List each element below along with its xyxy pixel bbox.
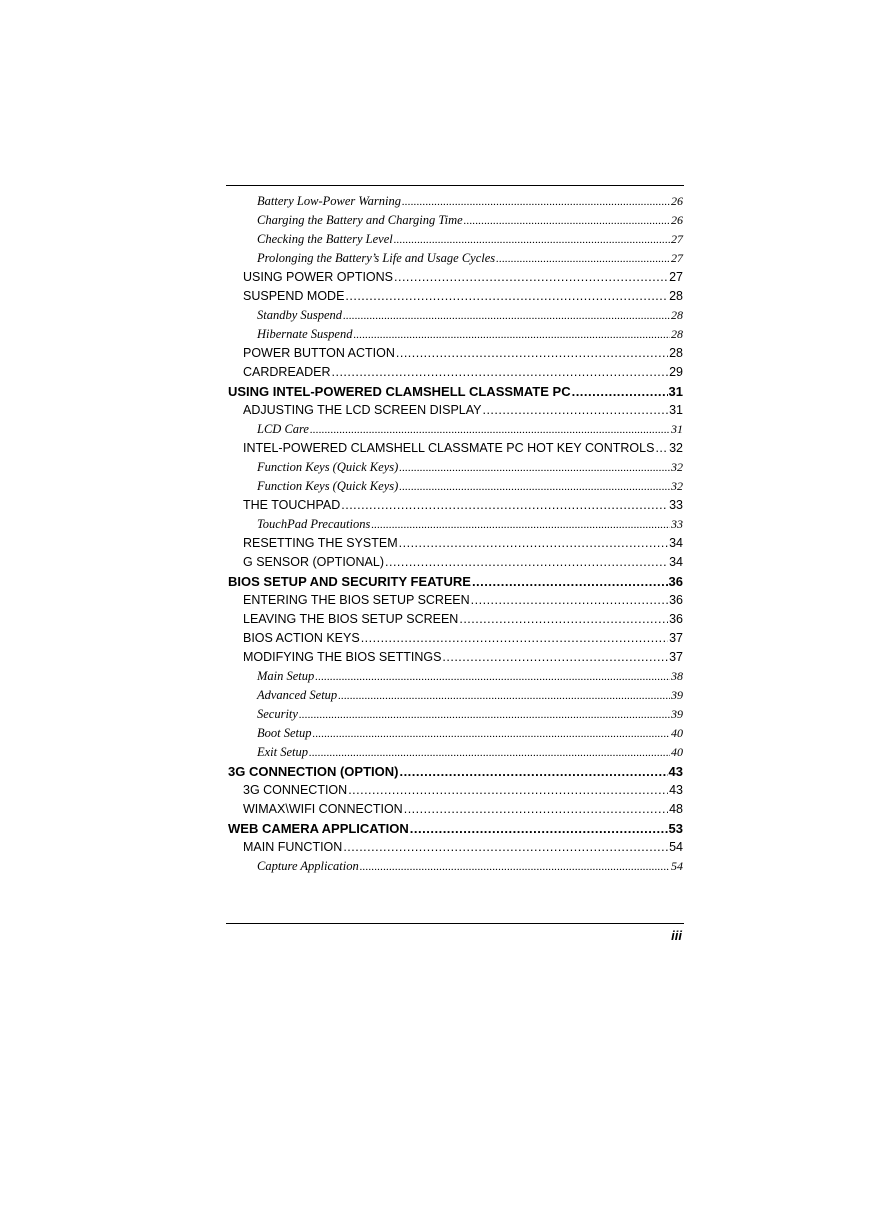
toc-entry-page: 39 bbox=[671, 707, 683, 721]
toc-entry[interactable] bbox=[228, 650, 683, 669]
toc-entry-title: MODIFYING THE BIOS SETTINGS bbox=[243, 650, 442, 664]
toc-leader-dots bbox=[371, 519, 670, 531]
toc-entry[interactable] bbox=[228, 403, 683, 422]
toc-entry-title: Checking the Battery Level bbox=[257, 232, 393, 246]
toc-entry-page: 36 bbox=[668, 574, 683, 589]
toc-leader-dots bbox=[396, 346, 668, 360]
toc-entry[interactable] bbox=[228, 289, 683, 308]
toc-entry-page: 32 bbox=[671, 479, 683, 493]
toc-entry-page: 43 bbox=[669, 783, 683, 797]
toc-entry-page: 31 bbox=[669, 403, 683, 417]
toc-entry-title: 3G CONNECTION bbox=[243, 783, 348, 797]
toc-entry-page: 28 bbox=[669, 346, 683, 360]
toc-entry[interactable] bbox=[228, 802, 683, 821]
toc-leader-dots bbox=[313, 728, 670, 740]
toc-entry[interactable] bbox=[228, 270, 683, 289]
toc-leader-dots bbox=[399, 764, 667, 779]
toc-entry-page: 34 bbox=[669, 555, 683, 569]
toc-entry-title: POWER BUTTON ACTION bbox=[243, 346, 395, 360]
toc-entry-page: 39 bbox=[671, 688, 683, 702]
toc-entry-page: 28 bbox=[671, 327, 683, 341]
toc-leader-dots bbox=[315, 671, 670, 683]
toc-entry-title: WIMAX\WIFI CONNECTION bbox=[243, 802, 403, 816]
toc-leader-dots bbox=[361, 631, 668, 645]
toc-entry[interactable] bbox=[228, 232, 683, 251]
toc-entry-page: 26 bbox=[671, 213, 683, 227]
toc-leader-dots bbox=[572, 384, 668, 399]
toc-leader-dots bbox=[338, 690, 670, 702]
toc-entry-page: 32 bbox=[669, 441, 683, 455]
toc-leader-dots bbox=[310, 424, 670, 436]
toc-leader-dots bbox=[360, 861, 670, 873]
footer-rule bbox=[226, 923, 684, 924]
toc-entry-title: G SENSOR (OPTIONAL) bbox=[243, 555, 384, 569]
toc-leader-dots bbox=[472, 574, 668, 589]
toc-leader-dots bbox=[399, 462, 670, 474]
toc-entry[interactable] bbox=[228, 859, 683, 878]
toc-leader-dots bbox=[353, 329, 670, 341]
toc-entry[interactable] bbox=[228, 327, 683, 346]
toc-entry[interactable] bbox=[228, 612, 683, 631]
toc-entry-title: TouchPad Precautions bbox=[257, 517, 371, 531]
toc-entry-title: Capture Application bbox=[257, 859, 359, 873]
toc-leader-dots bbox=[394, 270, 668, 284]
toc-entry-title: BIOS SETUP AND SECURITY FEATURE bbox=[228, 574, 471, 589]
table-of-contents bbox=[228, 194, 683, 878]
toc-leader-dots bbox=[482, 403, 668, 417]
toc-entry-title: LEAVING THE BIOS SETUP SCREEN bbox=[243, 612, 459, 626]
toc-entry[interactable] bbox=[228, 498, 683, 517]
toc-entry-title: THE TOUCHPAD bbox=[243, 498, 341, 512]
toc-entry-title: ADJUSTING THE LCD SCREEN DISPLAY bbox=[243, 403, 482, 417]
toc-entry[interactable] bbox=[228, 840, 683, 859]
toc-leader-dots bbox=[655, 441, 668, 455]
toc-leader-dots bbox=[348, 783, 668, 797]
toc-leader-dots bbox=[471, 593, 668, 607]
toc-entry-title: Main Setup bbox=[257, 669, 315, 683]
toc-leader-dots bbox=[343, 840, 668, 854]
toc-entry-page: 38 bbox=[671, 669, 683, 683]
toc-leader-dots bbox=[385, 555, 668, 569]
toc-entry-page: 27 bbox=[671, 232, 683, 246]
toc-entry-title: RESETTING THE SYSTEM bbox=[243, 536, 398, 550]
toc-entry-page: 54 bbox=[669, 840, 683, 854]
toc-entry[interactable] bbox=[228, 479, 683, 498]
toc-entry-title: USING INTEL-POWERED CLAMSHELL CLASSMATE PC bbox=[228, 384, 571, 399]
toc-entry-title: USING POWER OPTIONS bbox=[243, 270, 394, 284]
toc-entry-title: Battery Low-Power Warning bbox=[257, 194, 401, 208]
toc-entry-title: Boot Setup bbox=[257, 726, 312, 740]
toc-entry-page: 36 bbox=[669, 612, 683, 626]
toc-entry[interactable] bbox=[228, 213, 683, 232]
header-rule bbox=[226, 185, 684, 186]
toc-entry-title: ENTERING THE BIOS SETUP SCREEN bbox=[243, 593, 470, 607]
toc-entry-title: Standby Suspend bbox=[257, 308, 343, 322]
toc-entry-title: MAIN FUNCTION bbox=[243, 840, 343, 854]
toc-entry-page: 28 bbox=[671, 308, 683, 322]
toc-entry[interactable] bbox=[228, 726, 683, 745]
toc-leader-dots bbox=[404, 802, 668, 816]
toc-entry-page: 43 bbox=[668, 764, 683, 779]
toc-entry[interactable] bbox=[228, 631, 683, 650]
toc-entry[interactable] bbox=[228, 745, 683, 764]
toc-leader-dots bbox=[299, 709, 670, 721]
toc-entry[interactable] bbox=[228, 365, 683, 384]
page-number: iii bbox=[671, 928, 682, 943]
toc-entry-title: LCD Care bbox=[257, 422, 309, 436]
toc-entry-page: 53 bbox=[668, 821, 683, 836]
toc-entry[interactable] bbox=[228, 308, 683, 327]
toc-entry-page: 34 bbox=[669, 536, 683, 550]
toc-entry[interactable] bbox=[228, 821, 683, 840]
toc-entry[interactable] bbox=[228, 536, 683, 555]
toc-entry-page: 28 bbox=[669, 289, 683, 303]
toc-leader-dots bbox=[332, 365, 669, 379]
toc-entry-title: Exit Setup bbox=[257, 745, 309, 759]
toc-entry[interactable] bbox=[228, 346, 683, 365]
toc-entry[interactable] bbox=[228, 422, 683, 441]
toc-entry[interactable] bbox=[228, 707, 683, 726]
toc-leader-dots bbox=[442, 650, 668, 664]
toc-leader-dots bbox=[341, 498, 668, 512]
toc-entry-title: WEB CAMERA APPLICATION bbox=[228, 821, 409, 836]
toc-entry[interactable] bbox=[228, 593, 683, 612]
toc-leader-dots bbox=[459, 612, 668, 626]
toc-entry-page: 27 bbox=[671, 251, 683, 265]
toc-entry-page: 40 bbox=[671, 726, 683, 740]
toc-leader-dots bbox=[394, 234, 670, 246]
toc-entry-page: 37 bbox=[669, 650, 683, 664]
toc-entry-page: 36 bbox=[669, 593, 683, 607]
toc-entry-page: 32 bbox=[671, 460, 683, 474]
toc-entry[interactable] bbox=[228, 669, 683, 688]
toc-entry-page: 27 bbox=[669, 270, 683, 284]
toc-entry[interactable] bbox=[228, 460, 683, 479]
toc-entry-title: SUSPEND MODE bbox=[243, 289, 345, 303]
toc-entry-page: 31 bbox=[668, 384, 683, 399]
toc-entry-title: INTEL-POWERED CLAMSHELL CLASSMATE PC HOT KEY CONTROLS bbox=[243, 441, 655, 455]
toc-leader-dots bbox=[399, 536, 668, 550]
toc-entry[interactable] bbox=[228, 251, 683, 270]
toc-entry-title: Function Keys (Quick Keys) bbox=[257, 479, 399, 493]
toc-entry[interactable] bbox=[228, 764, 683, 783]
toc-entry-title: 3G CONNECTION (OPTION) bbox=[228, 764, 399, 779]
toc-entry-title: Charging the Battery and Charging Time bbox=[257, 213, 463, 227]
toc-entry-page: 29 bbox=[669, 365, 683, 379]
toc-leader-dots bbox=[402, 196, 670, 208]
toc-entry-title: Security bbox=[257, 707, 298, 721]
toc-entry[interactable] bbox=[228, 574, 683, 593]
toc-entry-page: 37 bbox=[669, 631, 683, 645]
toc-leader-dots bbox=[496, 253, 670, 265]
toc-entry-title: Hibernate Suspend bbox=[257, 327, 353, 341]
toc-entry-page: 26 bbox=[671, 194, 683, 208]
toc-entry[interactable] bbox=[228, 783, 683, 802]
toc-entry[interactable] bbox=[228, 517, 683, 536]
toc-entry-title: Function Keys (Quick Keys) bbox=[257, 460, 399, 474]
toc-entry-page: 31 bbox=[671, 422, 683, 436]
toc-leader-dots bbox=[309, 747, 670, 759]
toc-entry[interactable] bbox=[228, 555, 683, 574]
toc-entry-title: Advanced Setup bbox=[257, 688, 338, 702]
toc-entry-title: CARDREADER bbox=[243, 365, 331, 379]
toc-leader-dots bbox=[343, 310, 670, 322]
toc-leader-dots bbox=[464, 215, 670, 227]
toc-entry-title: Prolonging the Battery’s Life and Usage Cycles bbox=[257, 251, 496, 265]
toc-entry-page: 54 bbox=[671, 859, 683, 873]
toc-entry-title: BIOS ACTION KEYS bbox=[243, 631, 360, 645]
toc-entry-page: 33 bbox=[671, 517, 683, 531]
toc-entry-page: 33 bbox=[669, 498, 683, 512]
toc-entry[interactable] bbox=[228, 441, 683, 460]
toc-entry-page: 40 bbox=[671, 745, 683, 759]
toc-leader-dots bbox=[399, 481, 670, 493]
toc-entry[interactable] bbox=[228, 384, 683, 403]
toc-entry[interactable] bbox=[228, 194, 683, 213]
toc-leader-dots bbox=[345, 289, 668, 303]
toc-leader-dots bbox=[410, 821, 668, 836]
toc-entry[interactable] bbox=[228, 688, 683, 707]
toc-entry-page: 48 bbox=[669, 802, 683, 816]
